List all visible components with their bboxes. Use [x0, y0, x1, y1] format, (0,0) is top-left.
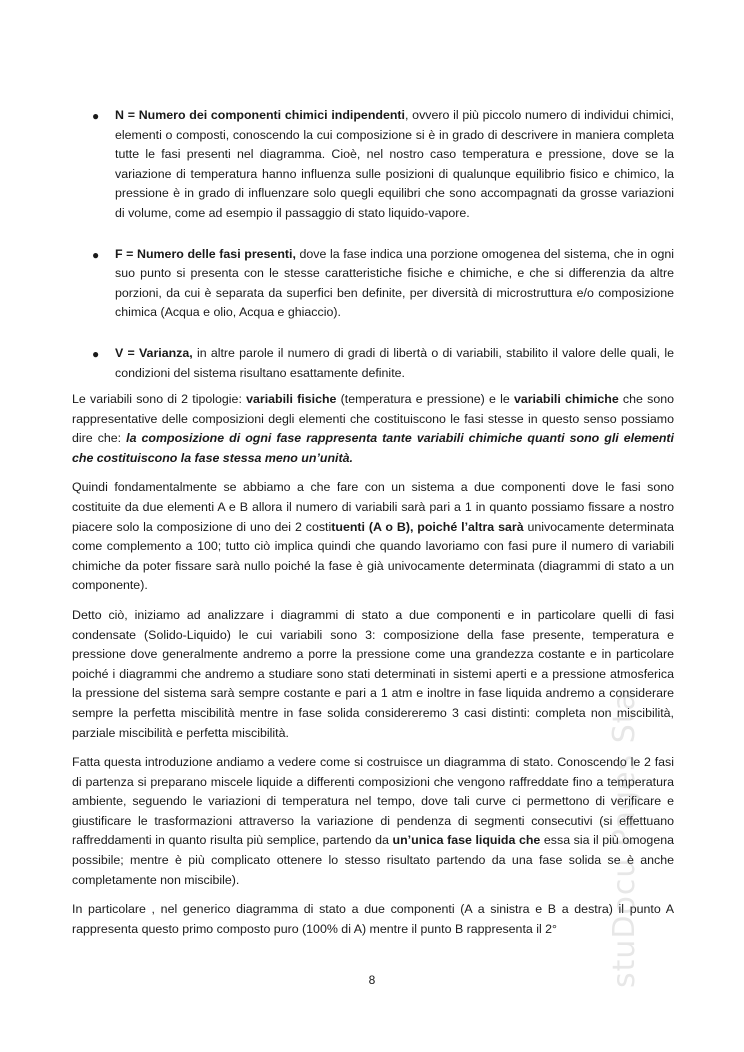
bullet-icon: ●	[92, 109, 100, 123]
bullet-item-n	[92, 106, 674, 224]
emphasis-run: la composizione di ogni fase rappresenta tante variabili chimiche quanti sono gli elementi che costituiscono la fase stessa meno un’unità.	[72, 431, 675, 465]
bullet-text	[115, 106, 674, 224]
paragraph-punti: In particolare , nel generico diagramma di stato a due componenti (A a sinistra e B a destra) il punto A rappresenta questo primo composto puro (100% di A) mentre il punto B rappresenta il 2°	[72, 902, 674, 936]
watermark: stuDocu Pages Sta	[607, 691, 642, 988]
bullet-text	[115, 344, 674, 383]
bold-run: variabili chimiche	[513, 392, 619, 406]
text-run: che sono rappresentative delle composizioni degli elementi che costituiscono le fasi stesse in questo senso possiamo dire che:	[72, 392, 675, 446]
text-run: essa sia il più omogena possibile; mentre è più complicato ottenere lo stesso risultato partendo da una fase solida se è anche completamente non miscibile).	[72, 833, 674, 887]
page-number: 8	[368, 973, 376, 987]
text-run: (temperatura e pressione) e le	[336, 392, 514, 406]
bullet-term: V = Varianza,	[115, 345, 193, 360]
bullet-term: N = Numero dei componenti chimici indipendenti	[115, 108, 405, 122]
paragraph-costruzione	[72, 753, 674, 890]
bullet-item-f	[92, 245, 674, 323]
text-run: Quindi fondamentalmente se abbiamo a che fare con un sistema a due componenti dove le fasi sono costituite da due elementi A e B allora il numero di variabili sarà pari a 1 in quanto possiamo fissare a nostro piacere solo la composizione di uno dei 2 costi	[72, 480, 674, 534]
paragraph-diagrammi: Detto ciò, iniziamo ad analizzare i diagrammi di stato a due componenti e in particolare quelli di fasi condensate (Solido-Liquido) le cui variabili sono 3: composizione della fase presente, temperatura e pressione dove generalmente andremo a porre la pressione come una grandezza costante e in particolare poiché i diagrammi che andremo a studiare sono stati determinati in sistemi aperti e a pressione atmosferica la pressione del sistema sarà sempre costante e pari a 1 atm e inoltre in fase liquida andremo a considerare sempre la perfetta miscibilità mentre in fase solida considereremo 3 casi distinti: completa non miscibilità, parziale miscibilità e perfetta miscibilità.	[72, 607, 674, 740]
paragraphs	[72, 390, 674, 949]
bullet-list	[92, 106, 674, 404]
bullet-body: in altre parole il numero di gradi di libertà o di variabili, stabilito il valore delle quali, le condizioni del sistema risultano esattamente definite.	[115, 345, 674, 380]
paragraph-sistema-due-componenti	[72, 478, 674, 596]
bullet-item-v	[92, 344, 674, 383]
bullet-body: , ovvero il più piccolo numero di individui chimici, elementi o composti, conoscendo la cui composizione si è in grado di descrivere in maniera completa tutte le fasi presenti nel diagramma. Cioè, nel nostro caso temperatura e pressione, dove se la variazione di temperatura hanno influenza sulle posizioni di qualunque equilibrio fisico e chimico, la pressione è in grado di influenzare solo quegli equilibri che sono accompagnati da grosse variazioni di volume, come ad esempio il passaggio di stato liquido-vapore.	[115, 108, 674, 220]
bullet-icon: ●	[92, 346, 100, 361]
bullet-icon: ●	[92, 247, 100, 262]
text-run: Fatta questa introduzione andiamo a vedere come si costruisce un diagramma di stato. Conoscendo le 2 fasi di partenza si preparano miscele liquide a differenti composizioni che vengono raffreddate fino a temperatura ambiente, seguendo le variazioni di temperatura nel tempo, dove tali curve ci permettono di verificare e giustificare le trasformazioni attraverso la variazione di pendenza di segmenti consecutivi (si effettuano raffreddamenti in quanto risulta più semplice, partendo da	[72, 755, 674, 848]
bullet-body: dove la fase indica una porzione omogenea del sistema, che in ogni suo punto si presenta con le stesse caratteristiche fisiche e chimiche, e che si differenzia da altre porzioni, da cui è separata da superfici ben definite, per diversità di microstruttura e/o composizione chimica (Acqua e olio, Acqua e ghiaccio).	[115, 246, 674, 320]
bold-run: variabili fisiche	[246, 392, 337, 406]
bold-run: un’unica fase liquida che	[392, 833, 541, 848]
text-run: univocamente determinata come complemento a 100; tutto ciò implica quindi che quando lavoriamo con fasi pure il numero di variabili chimiche da poter fissare sarà nullo poiché la fase è già univocamente determinata (diagrammi di stato a un componente).	[72, 519, 674, 593]
text-run: Le variabili sono di 2 tipologie:	[72, 392, 247, 406]
bullet-text	[115, 245, 674, 323]
bold-run: tuenti (A o B), poiché l’altra sarà	[331, 519, 524, 534]
bullet-term: F = Numero delle fasi presenti,	[115, 246, 296, 261]
paragraph-variabili	[72, 390, 674, 468]
